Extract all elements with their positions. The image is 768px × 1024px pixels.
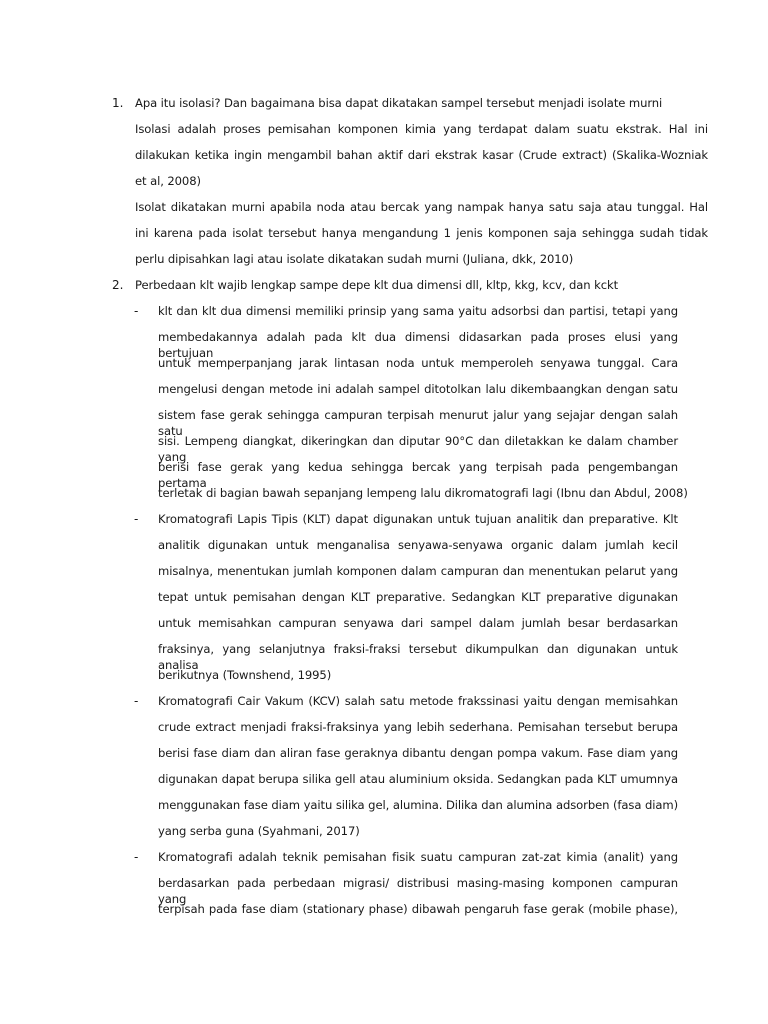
bullet-line: digunakan dapat berupa silika gell atau aluminium oksida. Sedangkan pada KLT umumnya <box>158 772 678 786</box>
bullet-line: berisi fase gerak yang kedua sehingga bercak yang terpisah pada pengembangan pertama <box>158 460 678 490</box>
bullet-line: klt dan klt dua dimensi memiliki prinsip yang sama yaitu adsorbsi dan partisi, tetapi yang <box>158 304 678 318</box>
paragraph-line: ini karena pada isolat tersebut hanya mengandung 1 jenis komponen saja sehingga sudah tidak <box>135 226 708 240</box>
bullet-line: membedakannya adalah pada klt dua dimensi didasarkan pada proses elusi yang bertujuan <box>158 330 678 360</box>
bullet-dash: - <box>134 512 139 526</box>
bullet-line: berisi fase diam dan aliran fase geraknya dibantu dengan pompa vakum. Fase diam yang <box>158 746 678 760</box>
bullet-line: berikutnya (Townshend, 1995) <box>158 668 332 682</box>
bullet-line: terletak di bagian bawah sepanjang lempeng lalu dikromatografi lagi (Ibnu dan Abdul, 2008) <box>158 486 688 500</box>
bullet-dash: - <box>134 694 139 708</box>
bullet-line: crude extract menjadi fraksi-fraksinya yang lebih sederhana. Pemisahan tersebut berupa <box>158 720 678 734</box>
bullet-line: sistem fase gerak sehingga campuran terpisah menurut jalur yang sejajar dengan salah satu <box>158 408 678 438</box>
bullet-line: berdasarkan pada perbedaan migrasi/ distribusi masing-masing komponen campuran yang <box>158 876 678 906</box>
bullet-line: sisi. Lempeng diangkat, dikeringkan dan diputar 90°C dan diletakkan ke dalam chamber yang <box>158 434 678 464</box>
bullet-line: tepat untuk pemisahan dengan KLT preparative. Sedangkan KLT preparative digunakan <box>158 590 678 604</box>
bullet-line: misalnya, menentukan jumlah komponen dalam campuran dan menentukan pelarut yang <box>158 564 678 578</box>
question-text: Perbedaan klt wajib lengkap sampe depe klt dua dimensi dll, kltp, kkg, kcv, dan kckt <box>135 278 619 292</box>
bullet-line: fraksinya, yang selanjutnya fraksi-fraksi tersebut dikumpulkan dan digunakan untuk analisa <box>158 642 678 672</box>
bullet-line: terpisah pada fase diam (stationary phase) dibawah pengaruh fase gerak (mobile phase), <box>158 902 678 916</box>
bullet-line: untuk memperpanjang jarak lintasan noda untuk memperoleh senyawa tunggal. Cara <box>158 356 678 370</box>
paragraph-line: Isolasi adalah proses pemisahan komponen kimia yang terdapat dalam suatu ekstrak. Hal ini <box>135 122 708 136</box>
bullet-line: Kromatografi Lapis Tipis (KLT) dapat digunakan untuk tujuan analitik dan preparative. Klt <box>158 512 678 526</box>
question-text: Apa itu isolasi? Dan bagaimana bisa dapat dikatakan sampel tersebut menjadi isolate murni <box>135 96 663 110</box>
paragraph-line: Isolat dikatakan murni apabila noda atau bercak yang nampak hanya satu saja atau tunggal. Hal <box>135 200 708 214</box>
bullet-dash: - <box>134 304 139 318</box>
paragraph-line: dilakukan ketika ingin mengambil bahan aktif dari ekstrak kasar (Crude extract) (Skalika-Wozniak <box>135 148 708 162</box>
bullet-line: Kromatografi Cair Vakum (KCV) salah satu metode frakssinasi yaitu dengan memisahkan <box>158 694 678 708</box>
item-number: 2. <box>112 278 124 292</box>
item-number: 1. <box>112 96 124 110</box>
bullet-line: untuk memisahkan campuran senyawa dari sampel dalam jumlah besar berdasarkan <box>158 616 678 630</box>
bullet-line: analitik digunakan untuk menganalisa senyawa-senyawa organic dalam jumlah kecil <box>158 538 678 552</box>
bullet-line: Kromatografi adalah teknik pemisahan fisik suatu campuran zat-zat kimia (analit) yang <box>158 850 678 864</box>
bullet-dash: - <box>134 850 139 864</box>
paragraph-line: et al, 2008) <box>135 174 201 188</box>
paragraph-line: perlu dipisahkan lagi atau isolate dikatakan sudah murni (Juliana, dkk, 2010) <box>135 252 574 266</box>
bullet-line: yang serba guna (Syahmani, 2017) <box>158 824 360 838</box>
bullet-line: menggunakan fase diam yaitu silika gel, alumina. Dilika dan alumina adsorben (fasa diam) <box>158 798 678 812</box>
bullet-line: mengelusi dengan metode ini adalah sampel ditotolkan lalu dikembaangkan dengan satu <box>158 382 678 396</box>
